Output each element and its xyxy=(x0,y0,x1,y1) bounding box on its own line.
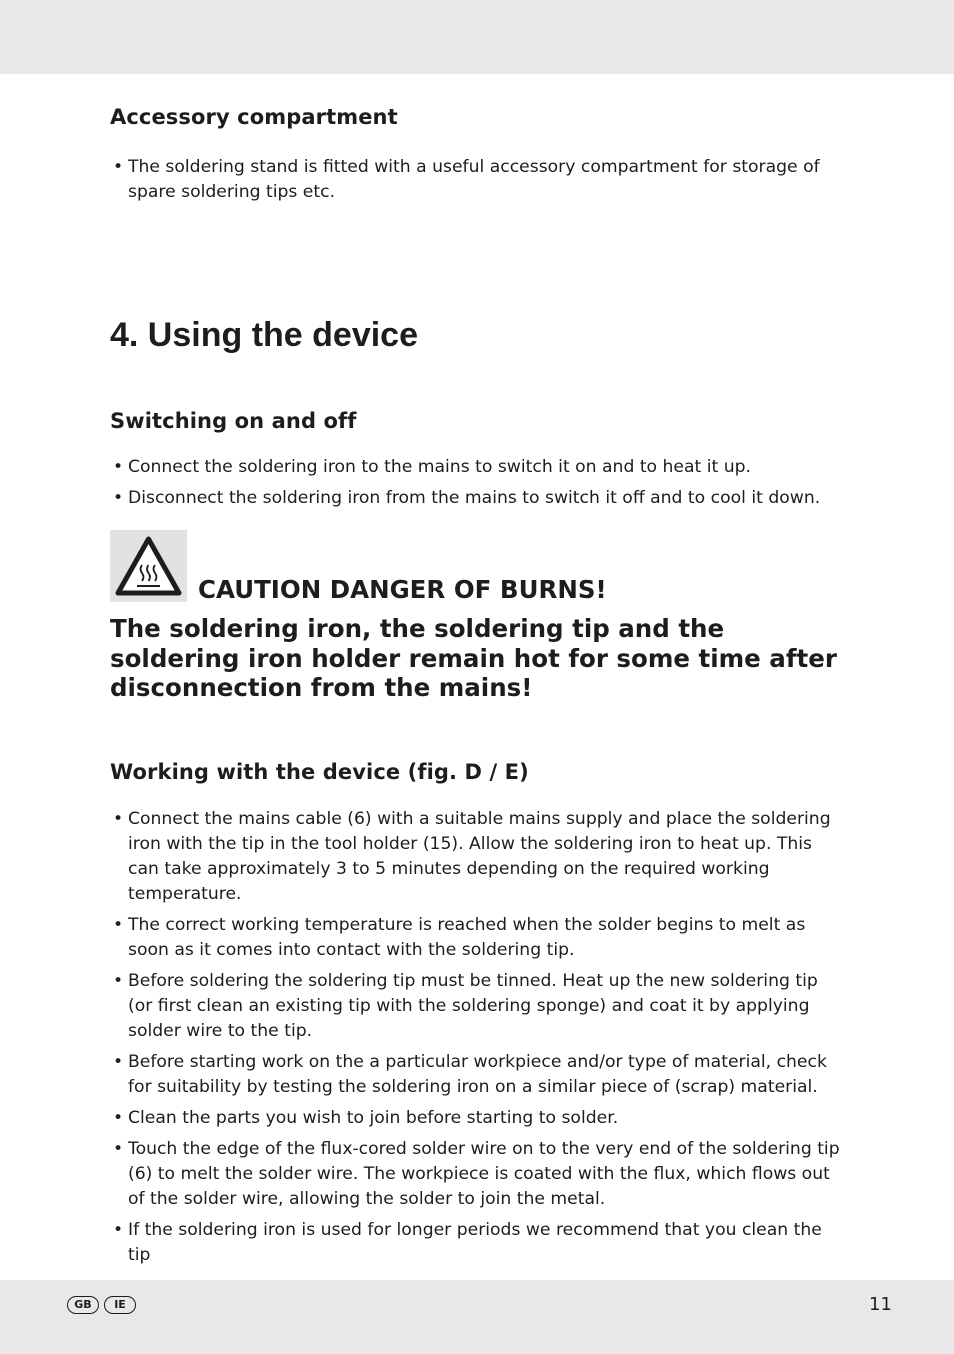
list-item: • Disconnect the soldering iron from the mains to switch it off and to cool it down. xyxy=(110,486,840,511)
country-badge-gb: GB xyxy=(67,1296,99,1314)
list-item: • If the soldering iron is used for longer periods we recommend that you clean the tip xyxy=(110,1218,840,1268)
working-bullet-list xyxy=(110,807,840,1268)
list-item: • Connect the soldering iron to the mains to switch it on and to heat it up. xyxy=(110,455,840,480)
country-badges xyxy=(67,1296,136,1314)
list-item: • Touch the edge of the flux-cored solder wire on to the very end of the soldering tip (6) to melt the solder wire. The workpiece is coated with the flux, which flows out of the solder wire, allowing the solder to join the metal. xyxy=(110,1137,840,1212)
caution-heading: CAUTION DANGER OF BURNS! xyxy=(198,575,607,604)
burn-warning-text: The soldering iron, the soldering tip and the soldering iron holder remain hot for some time after disconnection from the mains! xyxy=(110,614,837,702)
page-number: 11 xyxy=(869,1294,892,1315)
footer-band xyxy=(0,1280,954,1354)
accessory-heading: Accessory compartment xyxy=(110,105,398,129)
list-item: • Before soldering the soldering tip must be tinned. Heat up the new soldering tip (or first clean an existing tip with the soldering sponge) and coat it by applying solder wire to the tip. xyxy=(110,969,840,1044)
switching-bullet-list xyxy=(110,455,840,511)
chapter-title: 4. Using the device xyxy=(110,316,418,354)
hot-surface-warning-icon xyxy=(110,530,187,602)
header-band xyxy=(0,0,954,74)
warning-icon-box xyxy=(110,530,187,602)
list-item: • The correct working temperature is reached when the solder begins to melt as soon as it comes into contact with the soldering tip. xyxy=(110,913,840,963)
list-item: • Before starting work on the a particular workpiece and/or type of material, check for suitability by testing the soldering iron on a similar piece of (scrap) material. xyxy=(110,1050,840,1100)
switching-heading: Switching on and off xyxy=(110,409,357,433)
list-item: • Clean the parts you wish to join before starting to solder. xyxy=(110,1106,840,1131)
list-item: • The soldering stand is fitted with a useful accessory compartment for storage of spare soldering tips etc. xyxy=(110,155,840,205)
accessory-bullet-list xyxy=(110,155,840,205)
working-heading: Working with the device (fig. D / E) xyxy=(110,760,529,784)
country-badge-ie: IE xyxy=(104,1296,136,1314)
list-item: • Connect the mains cable (6) with a suitable mains supply and place the soldering iron with the tip in the tool holder (15). Allow the soldering iron to heat up. This can take approximately 3 to 5 minutes depending on the required working temperature. xyxy=(110,807,840,907)
